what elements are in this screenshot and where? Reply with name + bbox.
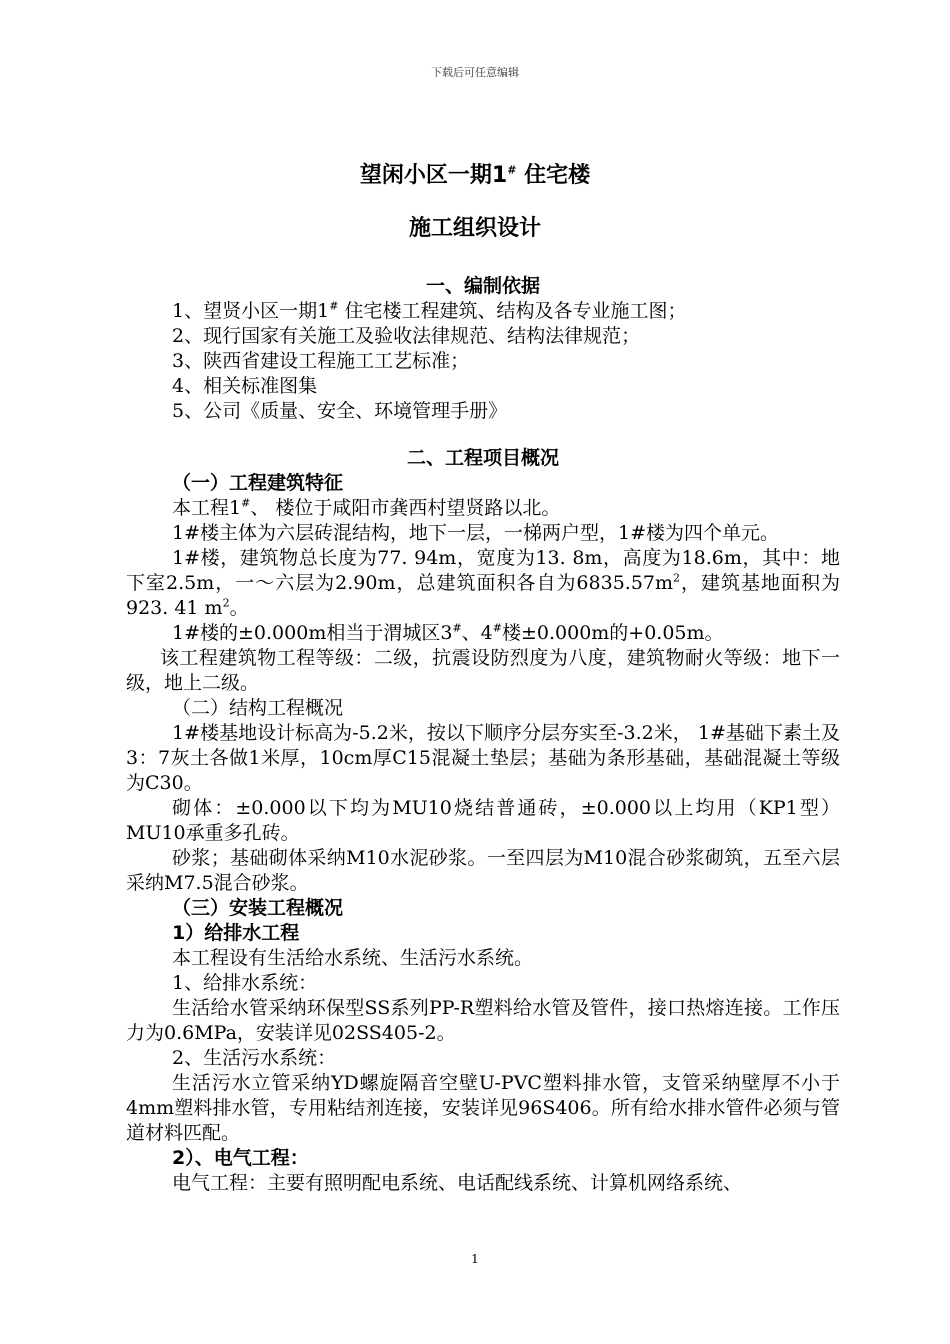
paragraph: 该工程建筑物工程等级：二级，抗震设防烈度为八度，建筑物耐火等级：地下一级，地上二级。 bbox=[126, 647, 840, 694]
document-body bbox=[126, 274, 840, 1196]
subsection-heading-plumbing: 1）给排水工程 bbox=[172, 922, 300, 944]
paragraph-sup: # bbox=[492, 621, 502, 635]
paragraph-text: 、 楼位于咸阳市龚西村望贤路以北。 bbox=[250, 497, 561, 519]
paragraph-sup: # bbox=[452, 621, 462, 635]
paragraph: 砂浆；基础砌体采纳M10水泥砂浆。一至四层为M10混合砂浆砌筑，五至六层采纳M7.5混合砂浆。 bbox=[126, 847, 840, 894]
document-title bbox=[0, 158, 950, 189]
paragraph-text: 楼±0.000m的+0.05m。 bbox=[501, 622, 724, 644]
paragraph bbox=[126, 546, 840, 621]
paragraph bbox=[126, 621, 840, 646]
paragraph-text: 本工程1 bbox=[172, 497, 242, 519]
paragraph: 生活污水立管采纳YD螺旋隔音空壁U-PVC塑料排水管，支管采纳壁厚不小于4mm塑料排水管，专用粘结剂连接，安装详见96S406。所有给水排水管件必须与管道材料匹配。 bbox=[126, 1072, 840, 1144]
subsection-heading-architecture: （一）工程建筑特征 bbox=[172, 472, 344, 494]
paragraph-text: 1#楼，建筑物总长度为77. 94m，宽度为13. 8m，高度为18.6m，其中：地下室2.5m，一～六层为2.90m，总建筑面积各自为6835.57m bbox=[126, 547, 840, 594]
list-item-sup: # bbox=[329, 299, 339, 313]
title-text: 望闲小区一期1 bbox=[359, 163, 508, 188]
paragraph: 1#楼主体为六层砖混结构，地下一层，一梯两户型，1#楼为四个单元。 bbox=[172, 522, 780, 544]
list-item bbox=[126, 299, 840, 324]
paragraph: 本工程设有生活给水系统、生活污水系统。 bbox=[172, 947, 534, 969]
subsection-heading-electrical: 2）、电气工程： bbox=[172, 1147, 309, 1169]
paragraph-text: 、4 bbox=[461, 622, 493, 644]
subsection-heading-structure: （二）结构工程概况 bbox=[172, 697, 344, 719]
title-suffix: 住宅楼 bbox=[516, 163, 591, 188]
paragraph: 电气工程：主要有照明配电系统、电话配线系统、计算机网络系统、 bbox=[172, 1172, 743, 1194]
paragraph-sup: 2 bbox=[673, 571, 681, 585]
paragraph: 砌体：±0.000以下均为MU10烧结普通砖，±0.000以上均用（KP1型）MU10承重多孔砖。 bbox=[126, 797, 840, 844]
paragraph: 1、给排水系统： bbox=[172, 972, 318, 994]
section-heading-basis: 一、编制依据 bbox=[425, 275, 540, 297]
paragraph-text: 1#楼的±0.000m相当于渭城区3 bbox=[172, 622, 453, 644]
paragraph: 2、生活污水系统： bbox=[172, 1047, 337, 1069]
list-item: 2、现行国家有关施工及验收法律规范、结构法律规范； bbox=[172, 325, 641, 347]
title-sup: # bbox=[507, 163, 517, 177]
document-subtitle: 施工组织设计 bbox=[408, 216, 541, 241]
paragraph-text: ，建筑基地面积为923. 41 m bbox=[126, 572, 840, 619]
page-header: 下载后可任意编辑 bbox=[431, 66, 519, 79]
list-item: 4、相关标准图集 bbox=[172, 375, 318, 397]
list-item: 5、公司《质量、安全、环境管理手册》 bbox=[172, 400, 508, 422]
paragraph bbox=[126, 496, 840, 521]
subsection-heading-installation: （三）安装工程概况 bbox=[172, 897, 344, 919]
paragraph-sup: # bbox=[241, 496, 251, 510]
paragraph: 生活给水管采纳环保型SS系列PP-R塑料给水管及管件，接口热熔连接。工作压力为0.6MPa，安装详见02SS405-2。 bbox=[126, 997, 840, 1044]
paragraph-sup: 2 bbox=[222, 596, 230, 610]
list-item-text: 1、望贤小区一期1 bbox=[172, 300, 330, 322]
paragraph-text: 。 bbox=[229, 597, 249, 619]
list-item: 3、陕西省建设工程施工工艺标准； bbox=[172, 350, 470, 372]
paragraph: 1#楼基地设计标高为-5.2米，按以下顺序分层夯实至-3.2米， 1#基础下素土及3：7灰土各做1米厚，10cm厚C15混凝土垫层；基础为条形基础，基础混凝土等级为C30。 bbox=[126, 722, 840, 794]
section-heading-overview: 二、工程项目概况 bbox=[406, 447, 559, 469]
page-number: 1 bbox=[471, 1252, 479, 1266]
list-item-text: 住宅楼工程建筑、结构及各专业施工图； bbox=[338, 300, 687, 322]
